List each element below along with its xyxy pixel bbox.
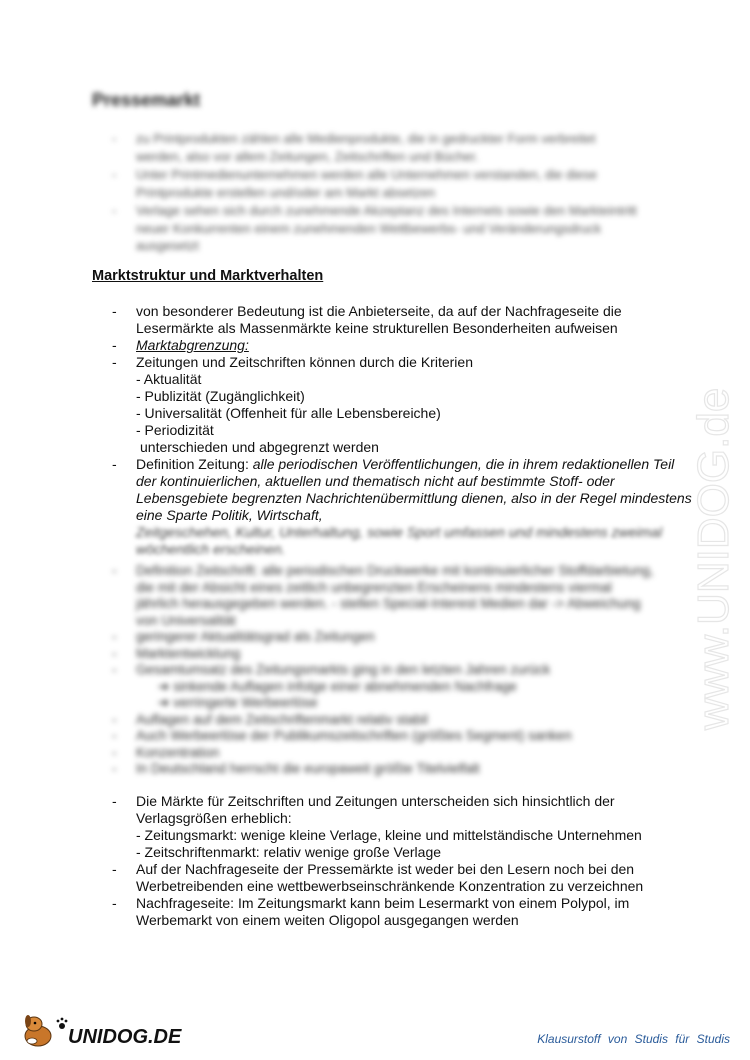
list-item: - Zeitungen und Zeitschriften können durch die Kriterien - Aktualität - Publizität (Zugänglichkeit) - Universalität (Offenheit für alle Lebensbereiche) - Periodizität unterschieden und abgegrenzt werden [112, 354, 473, 455]
main-list [112, 303, 692, 558]
list-item: - Auch Werbeerlöse der Publikumszeitschriften (größtes Segment) sanken [112, 728, 572, 743]
list-item: - Unter Printmedienunternehmen werden alle Unternehmen verstanden, die diese Printprodukte erstellen und/oder am Markt absetzen [112, 167, 598, 200]
unidog-logo [20, 1010, 200, 1050]
list-item: - zu Printprodukten zählen alle Medienprodukte, die in gedruckter Form verbreitet werden, also vor allem Zeitungen, Zeitschriften und Bücher. [112, 131, 596, 164]
list-item: - Definition Zeitschrift: alle periodischen Druckwerke mit kontinuierlicher Stoffdarbietung, die mit der Absicht eines zeitlich unbegrenzten Erscheinens mindestens viermal jährlich herausgegeben werden. - stellen Special-Interest Medien dar -> Abweichung von Universalität [112, 563, 654, 628]
list-item: - Definition Zeitung: alle periodischen Veröffentlichungen, die in ihrem redaktionellen Teil der kontinuierlichen, aktuellen und thematisch nicht auf bestimmte Stoff- oder Lebensgebiete begrenzten Nachrichtenübermittlung dienen, also in der Regel mindestens eine Sparte Politik, Wirtschaft, Zeitgeschehen, Kultur, Unterhaltung, sowie Sport umfassen und mindestens zweimal wöchentlich erscheinen. [112, 456, 692, 557]
list-item: - geringerer Aktualitätsgrad als Zeitungen [112, 629, 375, 644]
arrow-item: ➔ verringerte Werbeerlöse [158, 695, 318, 710]
list-item: - Auf der Nachfrageseite der Pressemärkte ist weder bei den Lesern noch bei den Werbetreibenden eine wettbewerbseinschränkende Konzentration zu verzeichnen [112, 861, 644, 894]
intro-list [112, 130, 642, 256]
section-title: Marktstruktur und Marktverhalten [92, 268, 324, 284]
watermark-text: www.UNIDOG.de [690, 387, 738, 730]
list-item: - Konzentration [112, 744, 220, 760]
lower-list [112, 793, 692, 929]
list-item: - In Deutschland herrscht die europaweit größte Titelvielfalt [112, 761, 480, 776]
list-item: - Die Märkte für Zeitschriften und Zeitungen unterscheiden sich hinsichtlich der Verlagsgrößen erheblich: - Zeitungsmarkt: wenige kleine Verlage, kleine und mittelständische Unternehmen - Zeitschriftenmarkt: relativ wenige große Verlage [112, 793, 642, 860]
list-item: - Marktentwicklung [112, 645, 241, 661]
list-item: - Verlage sehen sich durch zunehmende Akzeptanz des Internets sowie den Markteintritt neuer Konkurrenten einem zunehmenden Wettbewerbs- und Veränderungsdruck ausgesetzt [112, 203, 637, 253]
watermark [690, 270, 740, 740]
list-item: - Nachfrageseite: Im Zeitungsmarkt kann beim Lesermarkt von einem Polypol, im Werbemarkt von einem weiten Oligopol ausgegangen werden [112, 895, 630, 928]
list-item: - von besonderer Bedeutung ist die Anbieterseite, da auf der Nachfrageseite die Lesermärkte als Massenmärkte keine strukturellen Besonderheiten aufweisen [112, 303, 622, 336]
arrow-item: ➔ sinkende Auflagen infolge einer abnehmenden Nachfrage [158, 678, 517, 694]
paw-icon [57, 1018, 68, 1029]
logo-text: UNIDOG.DE [68, 1026, 182, 1048]
footer-tagline: Klausurstoff von Studis für Studis [537, 1032, 730, 1046]
list-item: - Marktabgrenzung: [112, 337, 249, 353]
list-item: - Gesamtumsatz des Zeitungsmarkts ging in den letzten Jahren zurück ➔ sinkende Auflagen infolge einer abnehmenden Nachfrage ➔ verringerte Werbeerlöse [112, 662, 657, 712]
list-item: - Auflagen auf dem Zeitschriftenmarkt relativ stabil [112, 711, 428, 727]
page-title: Pressemarkt [92, 90, 201, 110]
dog-mascot-icon [25, 1015, 51, 1046]
blurred-section [112, 563, 657, 778]
